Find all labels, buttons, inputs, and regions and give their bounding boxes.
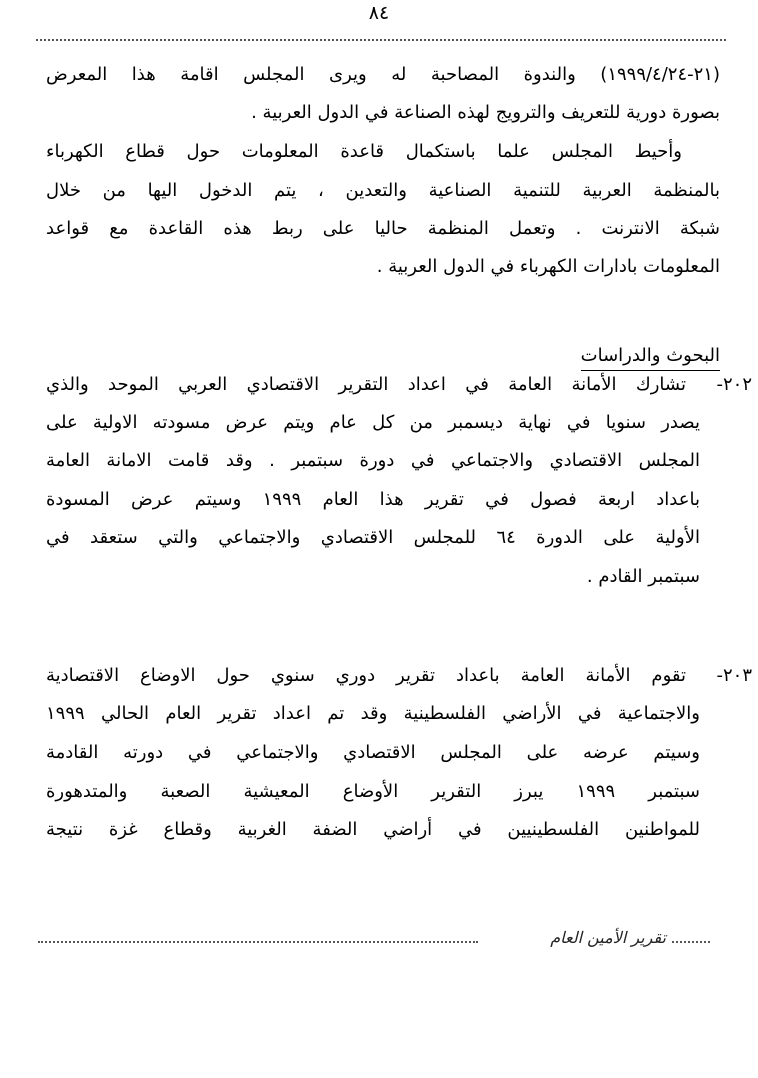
item-number: ٢٠٣- (716, 665, 752, 686)
text-line: بصورة دورية للتعريف والترويج لهذه الصناعة في الدول العربية . (251, 102, 720, 123)
text-line: وأحيط المجلس علما باستكمال قاعدة المعلومات حول قطاع الكهرباء (46, 141, 682, 162)
text-line: باعداد اربعة فصول في تقرير هذا العام ١٩٩٩ وسيتم عرض المسودة (46, 489, 700, 510)
text-line: تشارك الأمانة العامة في اعداد التقرير الاقتصادي العربي الموحد والذي (46, 374, 686, 395)
text-line: المجلس الاقتصادي والاجتماعي في دورة سبتمبر . وقد قامت الامانة العامة (46, 450, 700, 471)
text-line: شبكة الانترنت . وتعمل المنظمة حاليا على ربط هذه القاعدة مع قواعد (46, 218, 720, 239)
footer-divider-short (672, 941, 710, 943)
text-line: سبتمبر ١٩٩٩ يبرز التقرير الأوضاع المعيشية الصعبة والمتدهورة (46, 781, 700, 802)
page-number: ٨٤ (368, 2, 390, 24)
text-line: والاجتماعية في الأراضي الفلسطينية وقد تم اعداد تقرير العام الحالي ١٩٩٩ (46, 703, 700, 724)
item-number: ٢٠٢- (716, 374, 752, 395)
header-divider (36, 39, 726, 41)
text-line: سبتمبر القادم . (586, 566, 700, 587)
text-line: بالمنظمة العربية للتنمية الصناعية والتعدين ، يتم الدخول اليها من خلال (46, 180, 720, 201)
section-heading: البحوث والدراسات (581, 344, 720, 371)
text-line: الأولية على الدورة ٦٤ للمجلس الاقتصادي والاجتماعي والتي ستعقد في (46, 527, 700, 548)
text-line: (٢١-١٩٩٩/٤/٢٤) والندوة المصاحبة له ويرى المجلس اقامة هذا المعرض (46, 64, 720, 85)
text-line: المعلومات بادارات الكهرباء في الدول العربية . (376, 256, 720, 277)
text-line: يصدر سنويا في نهاية ديسمبر من كل عام ويتم عرض مسودته الاولية على (46, 412, 700, 433)
text-line: وسيتم عرضه على المجلس الاقتصادي والاجتماعي في دورته القادمة (46, 742, 700, 763)
footer-divider (38, 941, 478, 943)
footer-title: تقرير الأمين العام (550, 928, 666, 947)
text-line: تقوم الأمانة العامة باعداد تقرير دوري سنوي حول الاوضاع الاقتصادية (46, 665, 686, 686)
text-line: للمواطنين الفلسطينيين في أراضي الضفة الغربية وقطاع غزة نتيجة (46, 819, 700, 840)
